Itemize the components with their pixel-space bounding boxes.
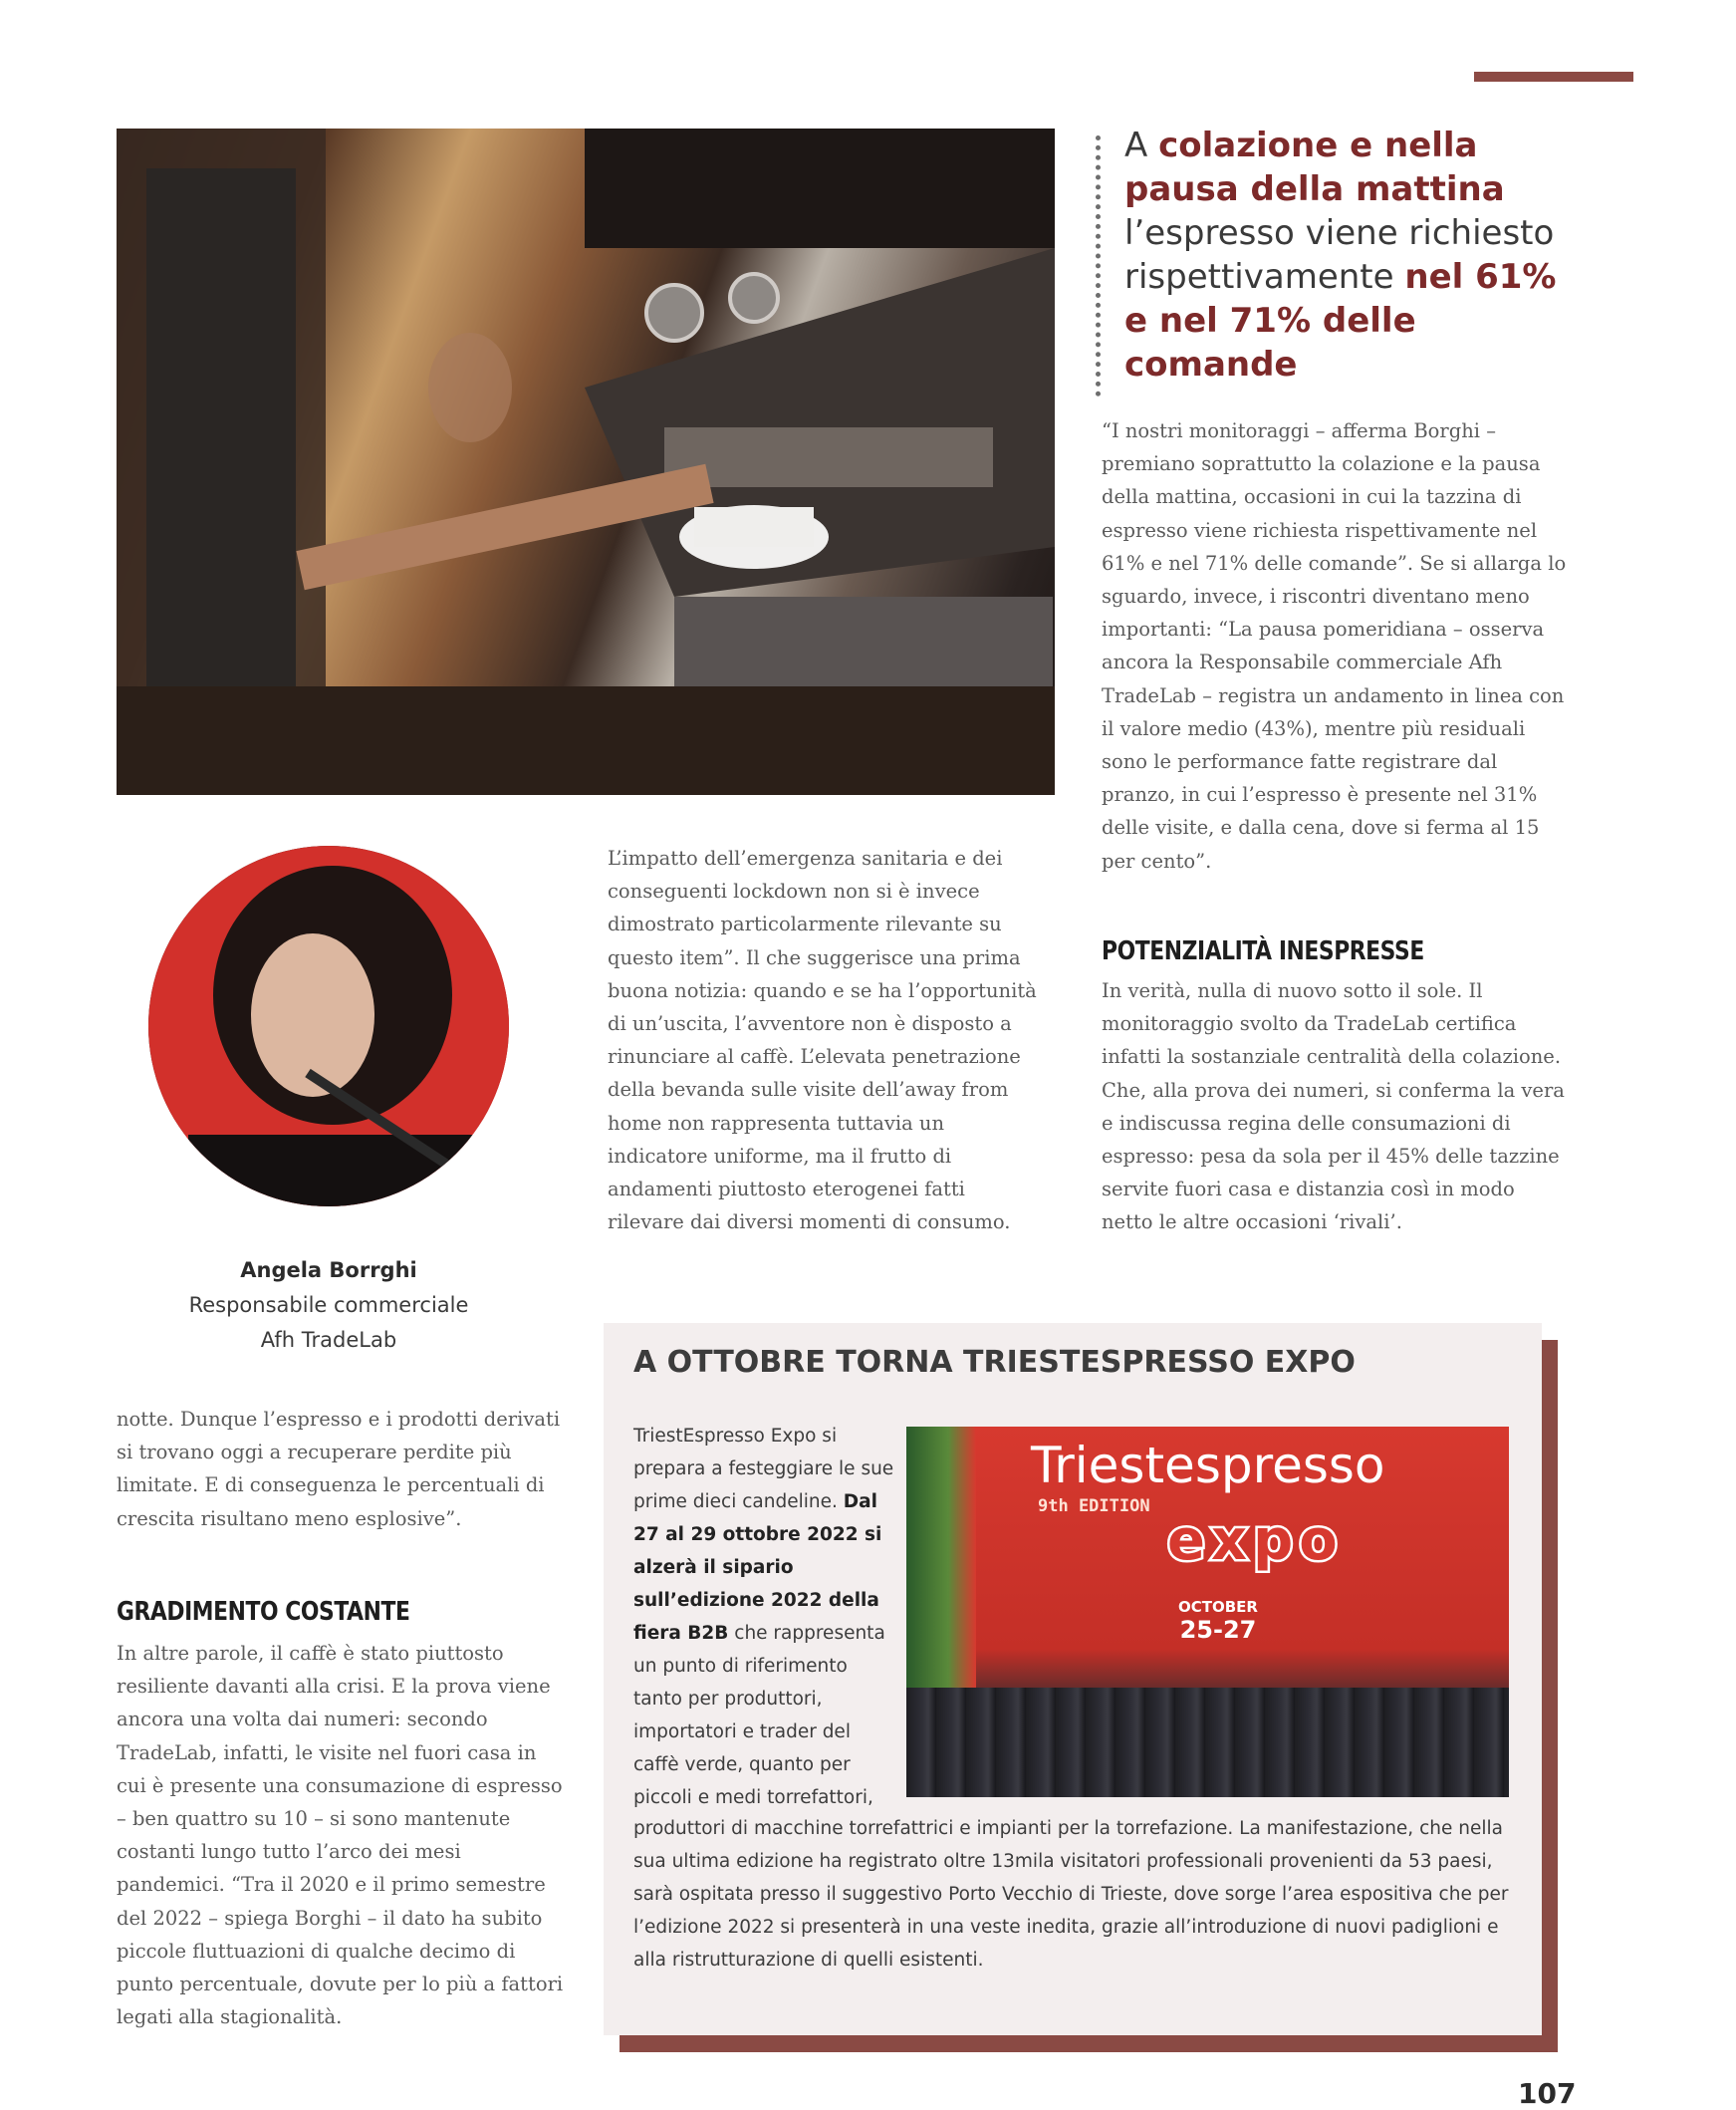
body-text-right-2: In verità, nulla di nuovo sotto il sole. Il monitoraggio svolto da TradeLab certifica infatti la sostanziale centralità della colazione. Che, alla prova dei numeri, si conferma la vera e indiscussa regina delle consumazioni di espresso: pesa da sola per il 45% delle tazzine servite fuori casa e distanzia così in modo netto le altre occasioni ‘rivali’. [1102, 979, 1565, 1234]
body-text-left-2: In altre parole, il caffè è stato piuttosto resiliente davanti alla crisi. E la prova viene ancora una volta dai numeri: secondo TradeLab, infatti, le visite nel fuori casa in cui è presente una consumazione di espresso – ben quattro su 10 – si sono mantenute costanti lungo tutto l’arco dei mesi pandemici. “Tra il 2020 e il primo semestre del 2022 – spiega Borghi – il dato ha subito piccole fluttuazioni di qualche decimo di punto percentuale, dovute per lo più a fattori legati alla stagionalità. [117, 1642, 564, 2029]
portrait-caption [148, 1253, 509, 1358]
expo-edition: 9th EDITION [1038, 1496, 1150, 1516]
subhead-gradimento: GRADIMENTO COSTANTE [117, 1597, 410, 1627]
portrait-photo [148, 846, 509, 1206]
body-text-middle: L’impatto dell’emergenza sanitaria e dei conseguenti lockdown non si è invece dimostrato particolarmente rilevante su questo item”. Il che suggerisce una prima buona notizia: quando e se ha l’opportunità di un’uscita, l’avventore non è disposto a rinunciare al caffè. L’elevata penetrazione della bevanda sulle visite dell’away from home non rappresenta tuttavia un indicatore uniforme, ma il frutto di andamenti piuttosto eterogenei fatti rilevare dai diversi momenti di consumo. [608, 847, 1037, 1234]
caption-role: Responsabile commerciale [188, 1293, 469, 1317]
expo-logo-title: Triestespresso [1031, 1437, 1385, 1494]
barista-espresso-photo [117, 129, 1055, 795]
triestespresso-expo-photo [906, 1427, 1509, 1797]
expo-month: OCTOBER [1178, 1598, 1258, 1616]
box-text-column: TriestEspresso Expo si prepara a festeggiare le sue prime dieci candeline. Dal 27 al 29 ottobre 2022 si alzerà il sipario sull’edizione 2022 della fiera B2B che rappresenta un punto di riferimento tanto per produttori, importatori e trader del caffè verde, quanto per piccoli e medi torrefattori, [633, 1426, 894, 1808]
pull-quote-highlight-1: colazione e nella pausa della mattina [1124, 126, 1505, 209]
subhead-potenzialita: POTENZIALITÀ INESPRESSE [1102, 936, 1424, 966]
barista-espresso-illustration [117, 129, 1055, 795]
expo-crowd [906, 1688, 1509, 1797]
box-text-full: produttori di macchine torrefattrici e impianti per la torrefazione. La manifestazione, che nella sua ultima edizione ha registrato oltre 13mila visitatori professionali provenienti da 53 paesi, sarà ospitata presso il suggestivo Porto Vecchio di Trieste, dove sorge l’area espositiva che per l’edizione 2022 si presenterà in una veste inedita, grazie all’introduzione di nuovi padiglioni e alla ristrutturazione di quelli esistenti. [633, 1818, 1509, 1971]
box-text-bold: Dal 27 al 29 ottobre 2022 si alzerà il sipario sull’edizione 2022 della fiera B2B [633, 1491, 882, 1644]
pull-quote-highlight-2: nel 61% e nel 71% delle comande [1124, 257, 1557, 385]
decorative-bar [1474, 72, 1633, 82]
pull-quote: A colazione e nella pausa della mattina l’espresso viene richiesto rispettivamente nel 61% e nel 71% delle comande [1124, 126, 1557, 385]
body-text-right-1: “I nostri monitoraggi – afferma Borghi – premiano soprattutto la colazione e la pausa della mattina, occasioni in cui la tazzina di espresso viene richiesta rispettivamente nel 61% e nel 71% delle comande”. Se si allarga lo sguardo, invece, i riscontri diventano meno importanti: “La pausa pomeridiana – osserva ancora la Responsabile commerciale Afh TradeLab – registra un andamento in linea con il valore medio (43%), mentre più residuali sono le performance fatte registrare dal pranzo, in cui l’espresso è presente nel 31% delle visite, e dalla cena, dove si ferma al 15 per cento”. [1102, 419, 1567, 873]
page-number: 107 [1518, 2077, 1577, 2110]
box-title: A OTTOBRE TORNA TRIESTESPRESSO EXPO [633, 1345, 1356, 1380]
expo-logo-expo: expo [1167, 1508, 1344, 1573]
portrait-illustration [148, 846, 509, 1206]
expo-days: 25-27 [1179, 1616, 1257, 1644]
expo-dates [1173, 1598, 1263, 1644]
caption-company: Afh TradeLab [260, 1328, 397, 1352]
pull-quote-dots [1096, 135, 1101, 396]
caption-name: Angela Borrghi [240, 1258, 417, 1282]
body-text-left-1: notte. Dunque l’espresso e i prodotti derivati si trovano oggi a recuperare perdite più limitate. E di conseguenza le percentuali di crescita risultano meno esplosive”. [117, 1408, 561, 1530]
